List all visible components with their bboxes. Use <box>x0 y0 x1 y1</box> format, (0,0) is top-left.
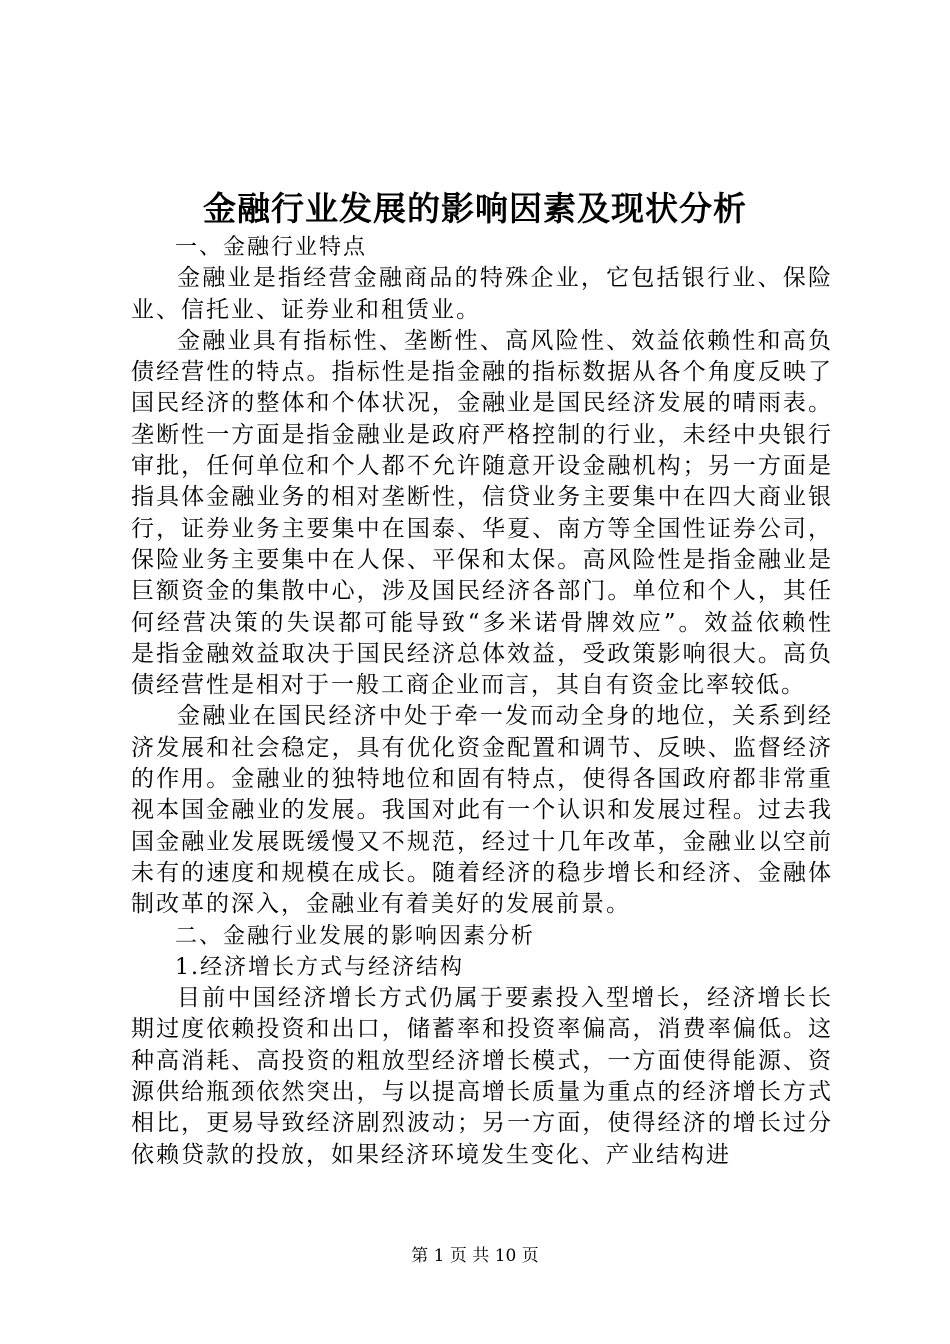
document-title: 金融行业发展的影响因素及现状分析 <box>203 189 747 228</box>
section-heading: 一、金融行业特点 <box>175 235 368 260</box>
document-body <box>131 232 833 1171</box>
section-heading: 二、金融行业发展的影响因素分析 <box>175 923 536 949</box>
page-footer: 第 1 页 共 10 页 <box>411 1246 539 1266</box>
paragraph: 金融业在国民经济中处于牵一发而动全身的地位，关系到经济发展和社会稳定，具有优化资金配置和调节、反映、监督经济的作用。金融业的独特地位和固有特点，使得各国政府都非常重视本国金融业的发展。我国对此有一个认识和发展过程。过去我国金融业发展既缓慢又不规范，经过十几年改革，金融业以空前未有的速度和规模在成长。随着经济的稳步增长和经济、金融体制改革的深入，金融业有着美好的发展前景。 <box>131 703 833 918</box>
paragraph: 金融业是指经营金融商品的特殊企业，它包括银行业、保险业、信托业、证券业和租赁业。 <box>131 265 833 323</box>
paragraph: 目前中国经济增长方式仍属于要素投入型增长，经济增长长期过度依赖投资和出口，储蓄率和投资率偏高，消费率偏低。这种高消耗、高投资的粗放型经济增长模式，一方面使得能源、资源供给瓶颈依然突出，与以提高增长质量为重点的经济增长方式相比，更易导致经济剧烈波动；另一方面，使得经济的增长过分依赖贷款的投放，如果经济环境发生变化、产业结构进 <box>131 985 833 1168</box>
subsection-heading: 1.经济增长方式与经济结构 <box>175 954 464 980</box>
paragraph: 金融业具有指标性、垄断性、高风险性、效益依赖性和高负债经营性的特点。指标性是指金融的指标数据从各个角度反映了国民经济的整体和个体状况，金融业是国民经济发展的晴雨表。垄断性一方面是指金融业是政府严格控制的行业，未经中央银行审批，任何单位和个人都不允许随意开设金融机构；另一方面是指具体金融业务的相对垄断性，信贷业务主要集中在四大商业银行，证券业务主要集中在国泰、华夏、南方等全国性证券公司，保险业务主要集中在人保、平保和太保。高风险性是指金融业是巨额资金的集散中心，涉及国民经济各部门。单位和个人，其任何经营决策的失误都可能导致“多米诺骨牌效应”。效益依赖性是指金融效益取决于国民经济总体效益，受政策影响很大。高负债经营性是相对于一般工商企业而言，其自有资金比率较低。 <box>131 327 833 699</box>
